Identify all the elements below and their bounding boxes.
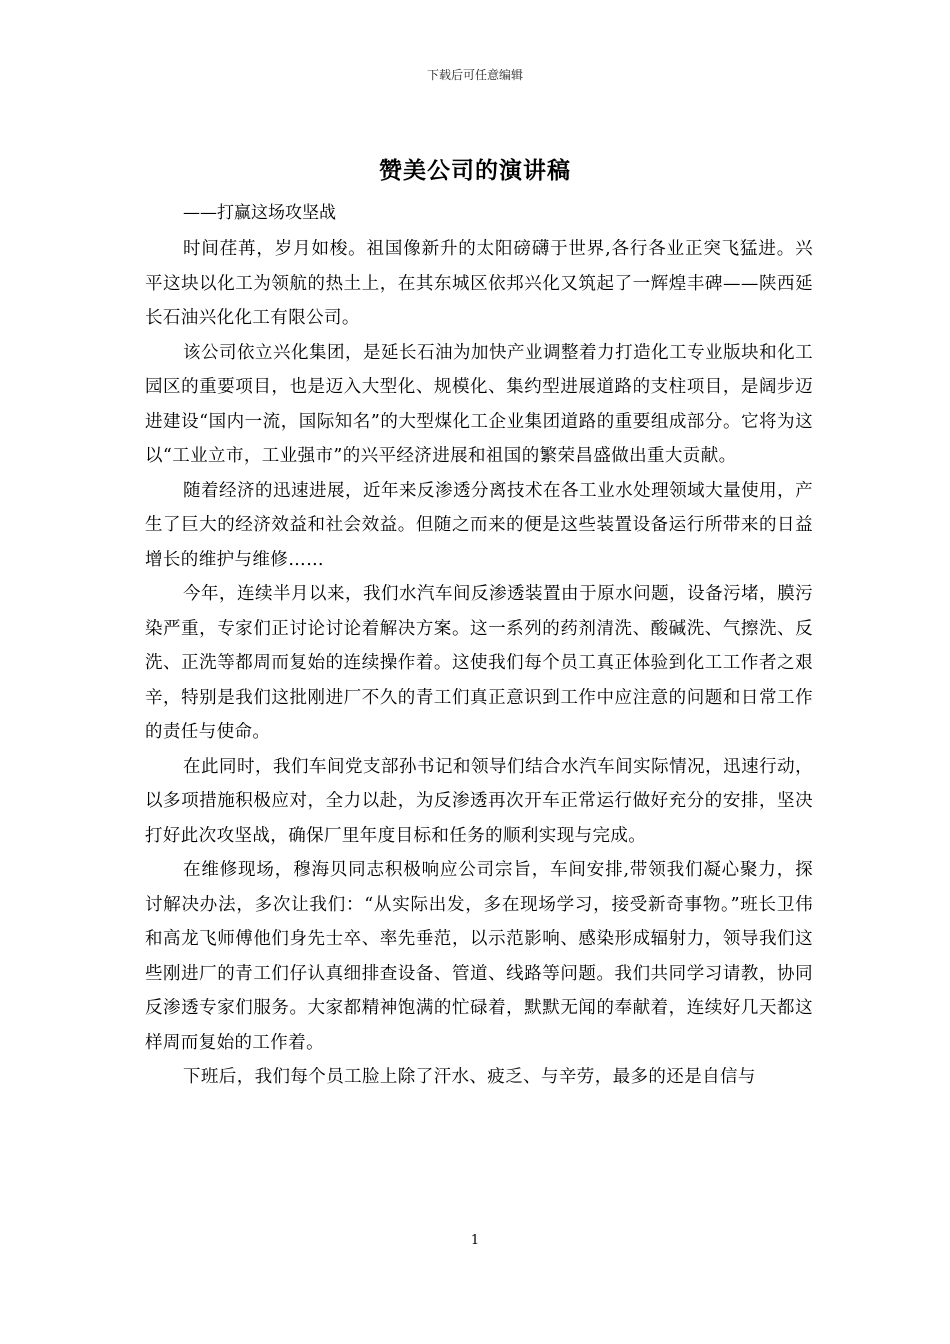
document-title: 赞美公司的演讲稿 [379,157,571,184]
paragraph-4: 今年，连续半月以来，我们水汽车间反渗透装置由于原水问题，设备污堵，膜污染严重，专家们正讨论讨论着解决方案。这一系列的药剂清洗、酸碱洗、气擦洗、反洗、正洗等都周而复始的连续操作着。这使我们每个员工真正体验到化工工作者之艰辛，特别是我们这批刚进厂不久的青工们真正意识到工作中应注意的问题和日常工作的责任与使命。 [145,584,813,742]
page-number: 1 [470,1233,480,1248]
paragraph-5: 在此同时，我们车间党支部孙书记和领导们结合水汽车间实际情况，迅速行动，以多项措施积极应对，全力以赴，为反渗透再次开车正常运行做好充分的安排，坚决打好此次攻坚战，确保厂里年度目标和任务的顺利实现与完成。 [145,756,813,846]
document-body [145,232,813,1095]
paragraph-6: 在维修现场，穆海贝同志积极响应公司宗旨，车间安排,带领我们凝心聚力，探讨解决办法，多次让我们：“从实际出发，多在现场学习，接受新奇事物。”班长卫伟和高龙飞师傅他们身先士卒、率先垂范，以示范影响、感染形成辐射力，领导我们这些刚进厂的青工们仔认真细排查设备、管道、线路等问题。我们共同学习请教，协同反渗透专家们服务。大家都精神饱满的忙碌着，默默无闻的奉献着，连续好几天都这样周而复始的工作着。 [145,860,813,1053]
paragraph-7: 下班后，我们每个员工脸上除了汗水、疲乏、与辛劳，最多的还是自信与 [183,1067,756,1087]
paragraph-2: 该公司依立兴化集团，是延长石油为加快产业调整着力打造化工专业版块和化工园区的重要项目，也是迈入大型化、规模化、集约型进展道路的支柱项目，是阔步迈进建设“国内一流，国际知名”的大型煤化工企业集团道路的重要组成部分。它将为这以“工业立市，工业强市”的兴平经济进展和祖国的繁荣昌盛做出重大贡献。 [145,342,813,466]
paragraph-3: 随着经济的迅速进展，近年来反渗透分离技术在各工业水处理领域大量使用，产生了巨大的经济效益和社会效益。但随之而来的便是这些装置设备运行所带来的日益增长的维护与维修…… [145,480,813,570]
document-subtitle: ——打赢这场攻坚战 [183,203,336,223]
header-note: 下载后可任意编辑 [426,68,523,82]
paragraph-1: 时间荏苒，岁月如梭。祖国像新升的太阳磅礴于世界,各行各业正突飞猛进。兴平这块以化工为领航的热土上，在其东城区依邦兴化又筑起了一辉煌丰碑——陕西延长石油兴化化工有限公司。 [145,239,813,328]
